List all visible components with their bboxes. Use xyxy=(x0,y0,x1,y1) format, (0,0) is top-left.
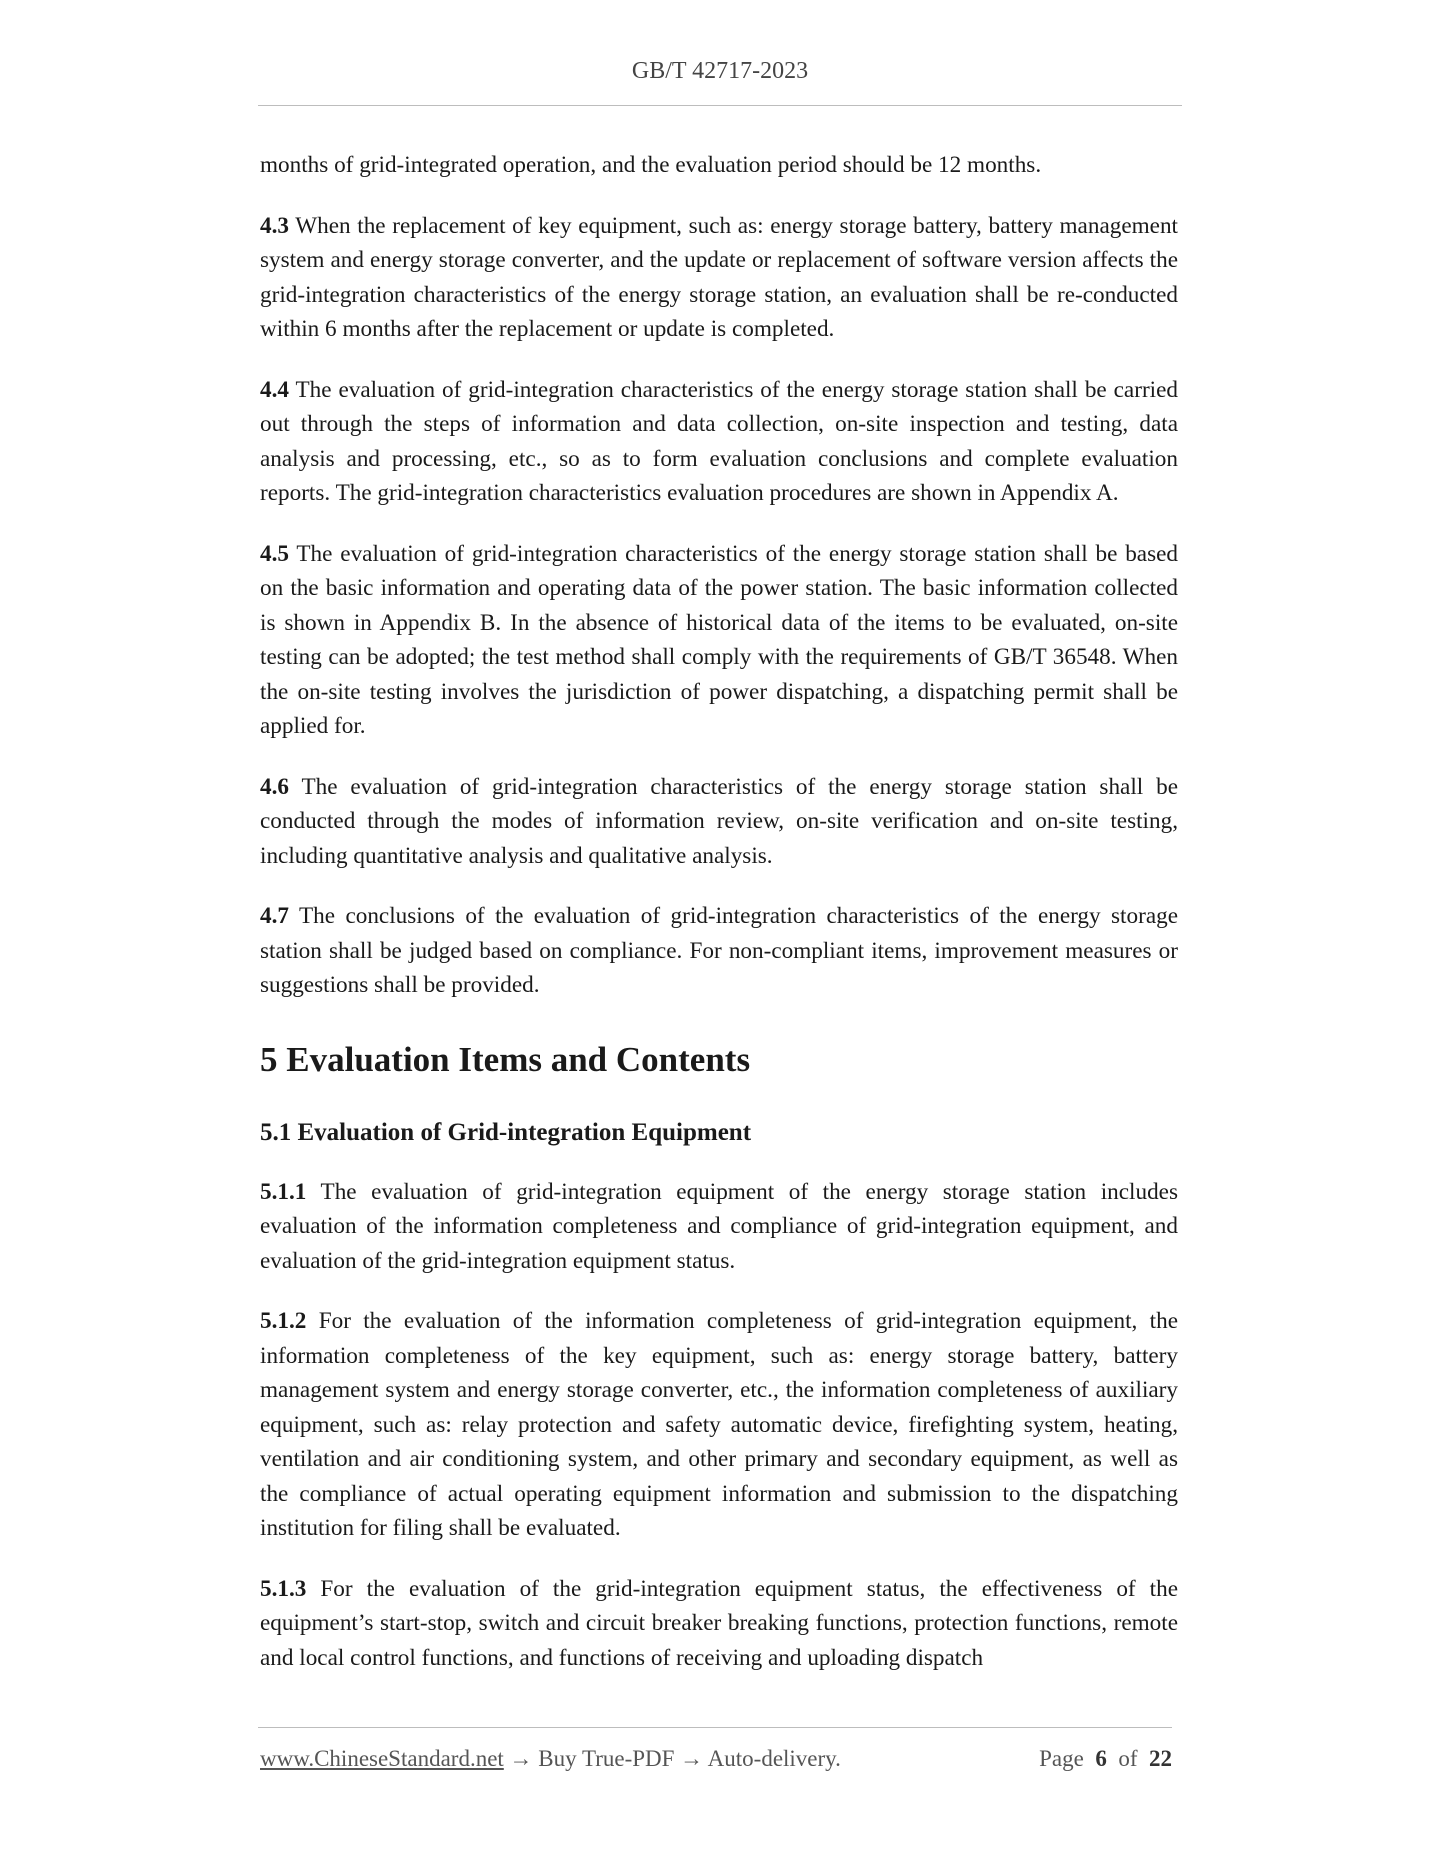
clause-4-7 xyxy=(260,899,1178,1003)
clause-4-4 xyxy=(260,373,1178,511)
clause-number: 4.5 xyxy=(260,540,289,567)
document-header: GB/T 42717-2023 xyxy=(631,58,809,84)
footer-promo-text: → Buy True-PDF → Auto-delivery. xyxy=(503,1746,841,1771)
clause-4-5 xyxy=(260,537,1178,744)
clause-4-3 xyxy=(260,209,1178,347)
total-pages: 22 xyxy=(1149,1746,1172,1771)
clause-number: 5.1.3 xyxy=(260,1575,307,1602)
clause-number: 5.1.1 xyxy=(260,1178,307,1205)
clause-5-1-2 xyxy=(260,1304,1178,1546)
subsection-heading-5-1: 5.1 Evaluation of Grid-integration Equipment xyxy=(260,1118,752,1146)
clause-text: For the evaluation of the information completeness of grid-integration equipment, the information completeness of the key equipment, such as: energy storage battery, battery management system and energy storage converter, etc., the information completeness of auxiliary equipment, such as: relay protection and safety automatic device, firefighting system, heating, ventilation and air conditioning system, and other primary and secondary equipment, as well as the compliance of actual operating equipment information and submission to the dispatching institution for filing shall be evaluated. xyxy=(260,1308,1178,1541)
clause-number: 4.3 xyxy=(260,212,289,239)
header-divider xyxy=(258,105,1182,106)
clause-text: The evaluation of grid-integration equipment of the energy storage station includes evaluation of the information completeness and compliance of grid-integration equipment, and evaluation of the grid-integration equipment status. xyxy=(260,1178,1178,1274)
clause-text: The conclusions of the evaluation of grid-integration characteristics of the energy storage station shall be judged based on compliance. For non-compliant items, improvement measures or suggestions shall be provided. xyxy=(260,903,1178,998)
page-indicator: Page 6 of 22 xyxy=(1039,1746,1172,1771)
clause-number: 4.6 xyxy=(260,773,289,800)
clause-text: The evaluation of grid-integration characteristics of the energy storage station shall be conducted through the modes of information review, on-site verification and on-site testing, including quantitative analysis and qualitative analysis. xyxy=(260,773,1178,869)
paragraph-continuation: months of grid-integrated operation, and the evaluation period should be 12 months. xyxy=(260,152,1042,178)
document-footer xyxy=(260,1746,1172,1780)
clause-number: 4.4 xyxy=(260,376,289,403)
document-body xyxy=(260,148,1178,1701)
section-heading-5: 5 Evaluation Items and Contents xyxy=(260,1039,751,1079)
clause-text: When the replacement of key equipment, such as: energy storage battery, battery management system and energy storage converter, and the update or replacement of software version affects the grid-integration characteristics of the energy storage station, an evaluation shall be re-conducted within 6 months after the replacement or update is completed. xyxy=(260,212,1178,342)
clause-4-6 xyxy=(260,770,1178,874)
clause-text: The evaluation of grid-integration characteristics of the energy storage station shall be based on the basic information and operating data of the power station. The basic information collected is shown in Appendix B. In the absence of historical data of the items to be evaluated, on-site testing can be adopted; the test method shall comply with the requirements of GB/T 36548. When the on-site testing involves the jurisdiction of power dispatching, a dispatching permit shall be applied for. xyxy=(260,540,1178,739)
clause-number: 5.1.2 xyxy=(260,1308,307,1334)
current-page: 6 xyxy=(1095,1746,1107,1771)
clause-5-1-3 xyxy=(260,1572,1178,1676)
clause-text: For the evaluation of the grid-integration equipment status, the effectiveness of the equipment’s start-stop, switch and circuit breaker breaking functions, protection functions, remote and local control functions, and functions of receiving and uploading dispatch xyxy=(260,1575,1178,1671)
footer-promo xyxy=(260,1746,841,1772)
clause-text: The evaluation of grid-integration characteristics of the energy storage station shall be carried out through the steps of information and data collection, on-site inspection and testing, data analysis and processing, etc., so as to form evaluation conclusions and complete evaluation reports. The grid-integration characteristics evaluation procedures are shown in Appendix A. xyxy=(260,376,1178,506)
footer-divider xyxy=(258,1727,1172,1728)
clause-number: 4.7 xyxy=(260,903,289,929)
website-link[interactable]: www.ChineseStandard.net xyxy=(260,1746,504,1771)
clause-5-1-1 xyxy=(260,1175,1178,1279)
